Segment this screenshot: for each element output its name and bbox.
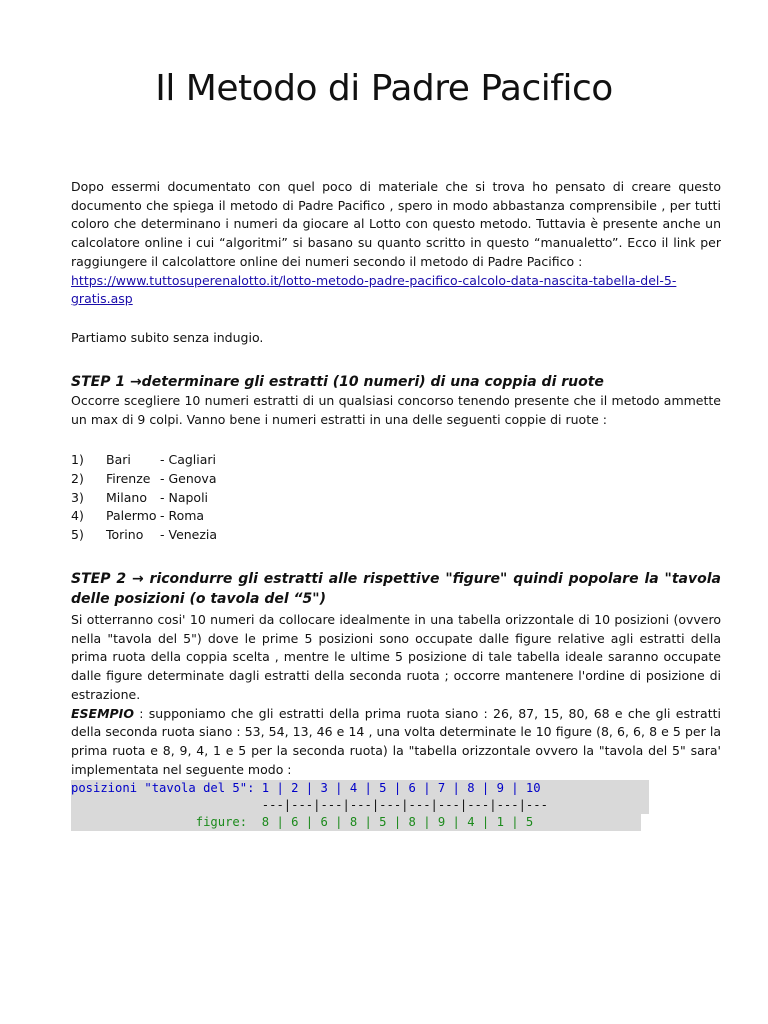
calculator-link[interactable]: https://www.tuttosuperenalotto.it/lotto-metodo-padre-pacifico-calcolo-data-nascita-tabella-del-5-gratis.asp (71, 272, 677, 307)
second-wheel: - Genova (160, 470, 217, 486)
step1-body: Occorre scegliere 10 numeri estratti di un qualsiasi concorso tenendo presente che il metodo ammette un max di 9 colpi. Vanno bene i numeri estratti in una delle seguenti coppie di ruote : (71, 393, 721, 427)
list-number: 1) (71, 452, 84, 467)
first-wheel: Bari (106, 452, 131, 467)
first-wheel: Palermo (106, 508, 157, 524)
positions-row: posizioni "tavola del 5": 1 | 2 | 3 | 4 | 5 | 6 | 7 | 8 | 9 | 10 (71, 780, 649, 797)
first-wheel: Torino (106, 527, 144, 543)
list-item (71, 470, 217, 489)
example-text: : supponiamo che gli estratti della prima ruota siano : 26, 87, 15, 80, 68 e che gli estratti della seconda ruota siano : 53, 54, 13, 46 e 14 , una volta determinate le 10 figure (8, 6, 6, 8 e 5 per la prima ruota e 8, 9, 4, 1 e 5 per la seconda ruota) la "tabella orizzontale ovvero la "tavola del 5" sara' implementata nel seguente modo : (71, 705, 721, 777)
second-wheel: - Napoli (160, 489, 209, 505)
second-wheel: - Roma (160, 508, 205, 524)
figures-row: figure: 8 | 6 | 6 | 8 | 5 | 8 | 9 | 4 | 1 | 5 (71, 814, 641, 831)
list-number: 3) (71, 489, 84, 505)
second-wheel: - Venezia (160, 527, 218, 543)
page-title: Il Metodo di Padre Pacifico (155, 68, 613, 109)
second-wheel: - Cagliari (160, 452, 217, 467)
list-number: 4) (71, 508, 84, 524)
step2-body (71, 611, 721, 779)
step2-text: Si otterranno cosi' 10 numeri da collocare idealmente in una tabella orizzontale di 10 posizioni (ovvero nella "tavola del 5") dove le prime 5 posizioni sono occupate dalle figure relative agli estratti della prima ruota della coppia scelta , mentre le ultime 5 posizione di tale tabella ideale saranno occupate dalle figure determinate dagli estratti della seconda ruota ; occorre mantenere l'ordine di posizione di estrazione. (71, 612, 721, 702)
step1-heading: STEP 1 →determinare gli estratti (10 numeri) di una coppia di ruote (71, 374, 604, 390)
start-sentence: Partiamo subito senza indugio. (71, 330, 264, 345)
list-item (71, 451, 217, 470)
list-item (71, 489, 217, 508)
first-wheel: Firenze (106, 470, 151, 486)
list-number: 2) (71, 470, 84, 486)
intro-paragraph (71, 178, 721, 309)
wheel-pairs-list (71, 451, 217, 545)
separator-row: ---|---|---|---|---|---|---|---|---|--- (71, 797, 649, 814)
step2-heading: STEP 2 → ricondurre gli estratti alle rispettive "figure" quindi popolare la "tavola delle posizioni (o tavola del “5") (71, 571, 721, 607)
tavola-del-5-table (71, 780, 641, 831)
intro-text: Dopo essermi documentato con quel poco di materiale che si trova ho pensato di creare questo documento che spiega il metodo di Padre Pacifico , spero in modo abbastanza comprensibile , per tutti coloro che determinano i numeri da giocare al Lotto con questo metodo. Tuttavia è presente anche un calcolatore online i cui “algoritmi” si basano su quanto scritto in questo “manualetto”. Ecco il link per raggiungere il calcolattore online dei numeri secondo il metodo di Padre Pacifico : (71, 179, 721, 269)
first-wheel: Milano (106, 489, 147, 505)
list-item (71, 526, 217, 545)
example-label: ESEMPIO (71, 705, 134, 721)
list-number: 5) (71, 527, 84, 543)
list-item (71, 507, 217, 526)
